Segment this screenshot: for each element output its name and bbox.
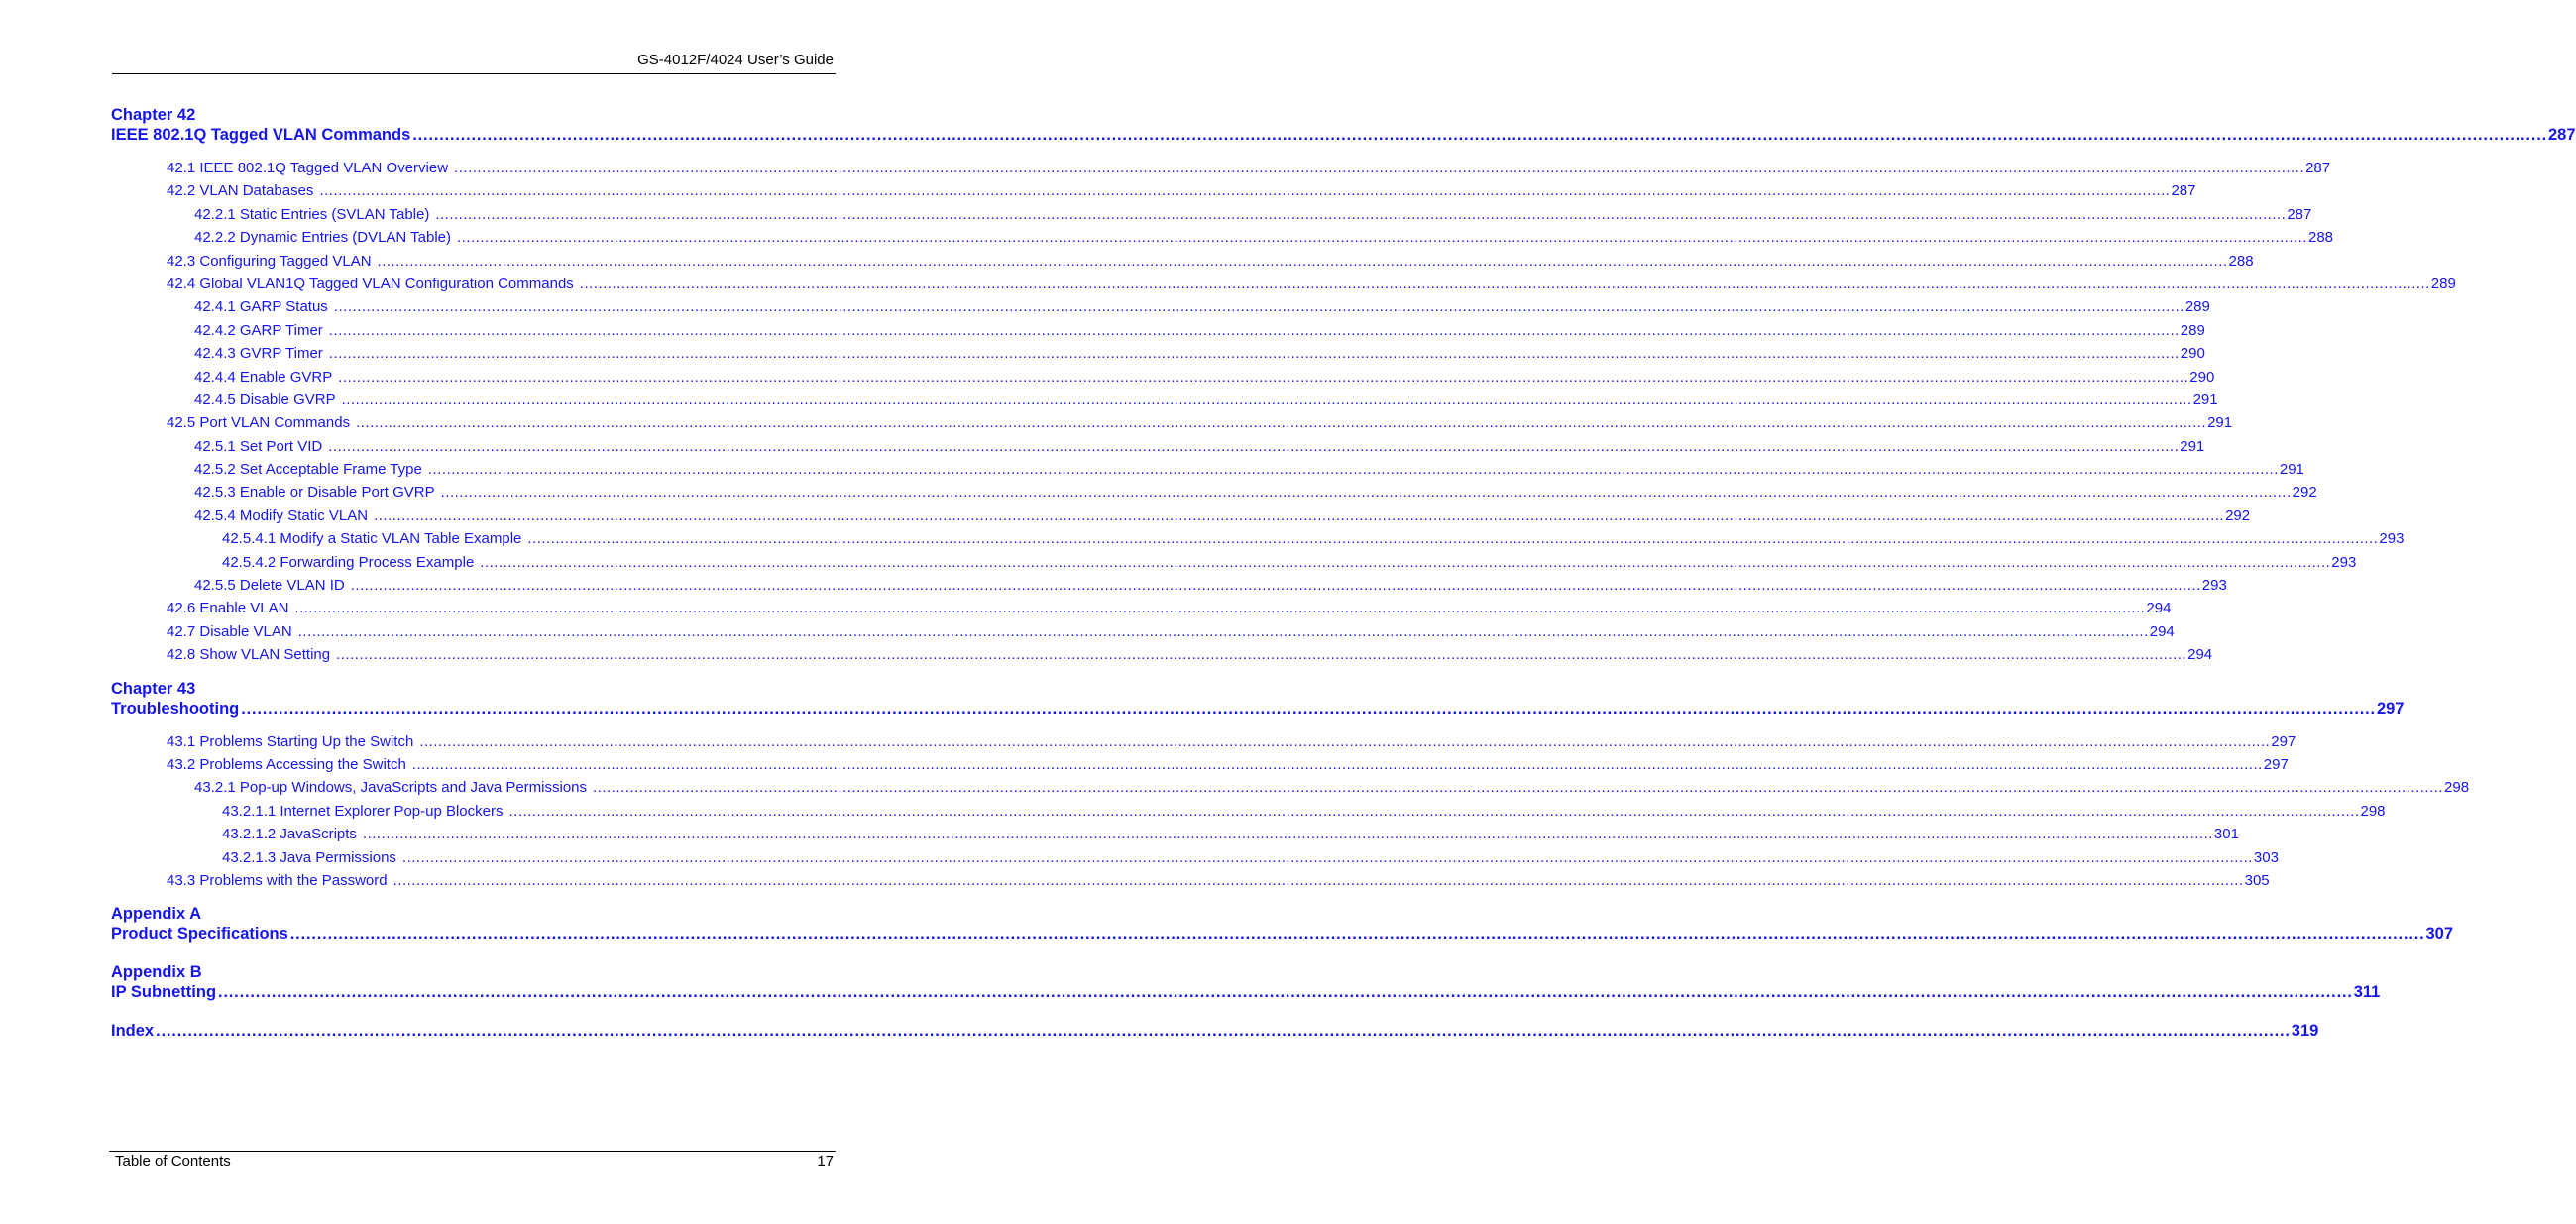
toc-entry-link[interactable]	[111, 366, 2215, 389]
dot-leader: ................................................................................................................................................................................................................................................................................................................................................................................................................	[294, 600, 2146, 617]
chapter-section	[111, 679, 2470, 905]
entry-title: 43.3 Problems with the Password	[167, 871, 388, 889]
entry-title: 43.2.1.1 Internet Explorer Pop-up Blockers	[222, 802, 504, 820]
dot-leader: ................................................................................................................................................................................................................................................................................................................................................................................................................	[356, 414, 2207, 432]
toc-entry-link[interactable]	[111, 753, 2289, 776]
entry-page-number: 293	[2201, 577, 2227, 595]
dot-leader: ................................................................................................................................................................................................................................................................................................................................................................................................................	[350, 577, 2201, 595]
dot-leader: ................................................................................................................................................................................................................................................................................................................................................................................................................	[328, 345, 2180, 363]
dot-leader: ................................................................................................................................................................................................................................................................................................................................................................................................................	[338, 368, 2189, 386]
entry-title: 42.5.5 Delete VLAN ID	[194, 577, 345, 595]
entry-title: 43.2.1.2 JavaScripts	[222, 826, 357, 843]
entry-page-number: 291	[2180, 437, 2205, 455]
document-title: GS-4012F/4024 User’s Guide	[637, 52, 834, 68]
toc-entry-link[interactable]	[111, 620, 2175, 643]
dot-leader: ................................................................................................................................................................................................................................................................................................................................................................................................................	[411, 755, 2263, 773]
table-of-contents	[111, 105, 2576, 1041]
entry-title: IEEE 802.1Q Tagged VLAN Commands	[111, 126, 411, 144]
dot-leader: ................................................................................................................................................................................................................................................................................................................................................................................................................	[156, 1022, 2291, 1041]
entry-title: 42.5.4 Modify Static VLAN	[194, 506, 369, 524]
toc-entry-link[interactable]	[111, 730, 2296, 753]
dot-leader: ................................................................................................................................................................................................................................................................................................................................................................................................................	[328, 437, 2180, 455]
entry-title: 42.2.1 Static Entries (SVLAN Table)	[194, 205, 430, 223]
toc-entry-link[interactable]	[111, 319, 2205, 342]
entry-title: 42.5.1 Set Port VID	[194, 437, 323, 455]
entry-page-number: 294	[2146, 600, 2172, 617]
entry-title: 42.8 Show VLAN Setting	[167, 646, 331, 664]
dot-leader: ................................................................................................................................................................................................................................................................................................................................................................................................................	[341, 390, 2192, 408]
entry-title: Product Specifications	[111, 925, 288, 944]
entry-title: 42.2.2 Dynamic Entries (DVLAN Table)	[194, 229, 451, 247]
entry-page-number: 297	[2271, 732, 2296, 750]
dot-leader: ................................................................................................................................................................................................................................................................................................................................................................................................................	[297, 622, 2149, 640]
dot-leader: ................................................................................................................................................................................................................................................................................................................................................................................................................	[374, 506, 2225, 524]
index-link[interactable]	[111, 1021, 2319, 1041]
dot-leader: ................................................................................................................................................................................................................................................................................................................................................................................................................	[508, 802, 2360, 820]
entry-title: 43.2.1.3 Java Permissions	[222, 848, 396, 866]
toc-entry-link[interactable]	[111, 527, 2405, 550]
dot-leader: ................................................................................................................................................................................................................................................................................................................................................................................................................	[336, 646, 2187, 664]
appendix-section	[111, 904, 2454, 962]
dot-leader: ................................................................................................................................................................................................................................................................................................................................................................................................................	[419, 732, 2271, 750]
toc-entry-link[interactable]	[111, 458, 2304, 481]
entry-title: IP Subnetting	[111, 983, 217, 1002]
entry-page-number: 293	[2331, 553, 2357, 571]
toc-entry-link[interactable]	[111, 411, 2233, 434]
entry-page-number: 301	[2213, 826, 2239, 843]
entry-page-number: 287	[2305, 160, 2331, 176]
toc-entry-link[interactable]	[111, 435, 2205, 458]
entry-page-number: 297	[2263, 755, 2289, 773]
entry-title: 42.6 Enable VLAN	[167, 600, 289, 617]
entry-page-number: 298	[2444, 779, 2470, 797]
entry-page-number: 288	[2228, 252, 2254, 270]
toc-entry-link[interactable]	[111, 342, 2205, 365]
dot-leader: ................................................................................................................................................................................................................................................................................................................................................................................................................	[593, 779, 2444, 797]
dot-leader: ................................................................................................................................................................................................................................................................................................................................................................................................................	[392, 871, 2244, 889]
entry-title: 42.4.2 GARP Timer	[194, 321, 323, 339]
entry-title: 42.5.2 Set Acceptable Frame Type	[194, 461, 422, 479]
entry-page-number: 290	[2180, 345, 2205, 363]
entry-title: 42.3 Configuring Tagged VLAN	[167, 252, 372, 270]
entry-page-number: 307	[2425, 925, 2454, 944]
entry-page-number: 294	[2149, 622, 2175, 640]
dot-leader: ................................................................................................................................................................................................................................................................................................................................................................................................................	[401, 848, 2253, 866]
entry-page-number: 292	[2292, 484, 2317, 501]
toc-entry-link[interactable]	[111, 273, 2456, 295]
dot-leader: ................................................................................................................................................................................................................................................................................................................................................................................................................	[480, 553, 2331, 571]
dot-leader: ................................................................................................................................................................................................................................................................................................................................................................................................................	[427, 461, 2279, 479]
entry-page-number: 289	[2430, 275, 2456, 292]
dot-leader: ................................................................................................................................................................................................................................................................................................................................................................................................................	[579, 275, 2430, 292]
entry-title: 42.5.4.2 Forwarding Process Example	[222, 553, 475, 571]
entry-page-number: 291	[2192, 390, 2218, 408]
toc-entry-link[interactable]	[111, 869, 2270, 892]
entry-page-number: 287	[2287, 205, 2312, 223]
toc-entry-link[interactable]	[111, 295, 2210, 318]
entry-page-number: 319	[2291, 1022, 2319, 1041]
entry-title: Troubleshooting	[111, 699, 240, 718]
page-header	[112, 50, 836, 74]
entry-title: 42.4.1 GARP Status	[194, 298, 328, 316]
entry-page-number: 297	[2376, 699, 2405, 718]
toc-entry-link[interactable]	[111, 179, 2196, 202]
toc-entry-link[interactable]	[111, 800, 2386, 823]
entry-page-number: 311	[2353, 983, 2381, 1002]
footer-section-name: Table of Contents	[115, 1153, 231, 1169]
entry-page-number: 289	[2180, 321, 2205, 339]
entry-page-number: 289	[2184, 298, 2210, 316]
chapter-title-link[interactable]	[111, 125, 2576, 145]
entry-title: 43.2.1 Pop-up Windows, JavaScripts and Java Permissions	[194, 779, 588, 797]
entry-page-number: 287	[2547, 126, 2576, 144]
dot-leader: ................................................................................................................................................................................................................................................................................................................................................................................................................	[377, 252, 2228, 270]
entry-page-number: 303	[2253, 848, 2279, 866]
toc-entry-link[interactable]	[111, 551, 2357, 574]
entry-page-number: 292	[2225, 506, 2251, 524]
dot-leader: ................................................................................................................................................................................................................................................................................................................................................................................................................	[333, 298, 2184, 316]
toc-entry-link[interactable]	[111, 643, 2213, 666]
dot-leader: ................................................................................................................................................................................................................................................................................................................................................................................................................	[454, 160, 2305, 176]
toc-entry-link[interactable]	[111, 597, 2172, 619]
entry-page-number: 298	[2360, 802, 2386, 820]
entry-page-number: 293	[2379, 530, 2405, 548]
dot-leader: ................................................................................................................................................................................................................................................................................................................................................................................................................	[218, 983, 2353, 1002]
entry-title: 42.5.4.1 Modify a Static VLAN Table Example	[222, 530, 522, 548]
entry-page-number: 291	[2207, 414, 2233, 432]
entry-page-number: 287	[2171, 182, 2196, 200]
dot-leader: ................................................................................................................................................................................................................................................................................................................................................................................................................	[289, 925, 2425, 944]
footer-page-number: 17	[817, 1153, 834, 1169]
toc-entry-link[interactable]	[111, 504, 2251, 527]
entry-title: 42.5 Port VLAN Commands	[167, 414, 351, 432]
entry-title: 42.5.3 Enable or Disable Port GVRP	[194, 484, 435, 501]
toc-entry-link[interactable]	[111, 250, 2254, 273]
entry-page-number: 305	[2244, 871, 2270, 889]
chapter-label[interactable]: Chapter 42	[111, 106, 196, 124]
appendix-title-link[interactable]	[111, 924, 2454, 944]
entry-title: 42.1 IEEE 802.1Q Tagged VLAN Overview	[167, 160, 449, 176]
toc-entry-link[interactable]	[111, 203, 2312, 226]
appendix-label[interactable]: Appendix B	[111, 963, 202, 982]
appendix-title-link[interactable]	[111, 982, 2381, 1002]
toc-entry-link[interactable]	[111, 226, 2334, 249]
entry-page-number: 291	[2279, 461, 2304, 479]
toc-entry-link[interactable]	[111, 823, 2239, 845]
entry-page-number: 294	[2187, 646, 2213, 664]
toc-entry-link[interactable]	[111, 846, 2279, 869]
toc-entry-link[interactable]	[111, 389, 2218, 411]
dot-leader: ................................................................................................................................................................................................................................................................................................................................................................................................................	[241, 699, 2376, 718]
page-footer	[109, 1151, 836, 1175]
entry-page-number: 288	[2308, 229, 2334, 247]
dot-leader: ................................................................................................................................................................................................................................................................................................................................................................................................................	[319, 182, 2171, 200]
chapter-label[interactable]: Chapter 43	[111, 679, 196, 698]
entry-title: Index	[111, 1022, 155, 1041]
entry-title: 42.2 VLAN Databases	[167, 182, 314, 200]
toc-entry-link[interactable]	[111, 574, 2227, 597]
dot-leader: ................................................................................................................................................................................................................................................................................................................................................................................................................	[527, 530, 2379, 548]
dot-leader: ................................................................................................................................................................................................................................................................................................................................................................................................................	[440, 484, 2292, 501]
toc-entry-link[interactable]	[111, 481, 2317, 503]
dot-leader: ................................................................................................................................................................................................................................................................................................................................................................................................................	[328, 321, 2180, 339]
entry-title: 42.4.4 Enable GVRP	[194, 368, 333, 386]
entry-title: 42.4.5 Disable GVRP	[194, 390, 336, 408]
entry-title: 43.1 Problems Starting Up the Switch	[167, 732, 414, 750]
entry-title: 42.7 Disable VLAN	[167, 622, 292, 640]
toc-entry-link[interactable]	[111, 776, 2470, 799]
appendix-section	[111, 962, 2381, 1021]
entry-title: 43.2 Problems Accessing the Switch	[167, 755, 406, 773]
dot-leader: ................................................................................................................................................................................................................................................................................................................................................................................................................	[435, 205, 2287, 223]
dot-leader: ................................................................................................................................................................................................................................................................................................................................................................................................................	[412, 126, 2547, 144]
entry-title: 42.4.3 GVRP Timer	[194, 345, 323, 363]
entry-page-number: 290	[2189, 368, 2215, 386]
dot-leader: ................................................................................................................................................................................................................................................................................................................................................................................................................	[362, 826, 2213, 843]
appendix-label[interactable]: Appendix A	[111, 905, 202, 924]
chapter-title-link[interactable]	[111, 699, 2405, 719]
dot-leader: ................................................................................................................................................................................................................................................................................................................................................................................................................	[457, 229, 2307, 247]
entry-title: 42.4 Global VLAN1Q Tagged VLAN Configuration Commands	[167, 275, 574, 292]
chapter-section	[111, 105, 2576, 679]
toc-entry-link[interactable]	[111, 157, 2331, 179]
